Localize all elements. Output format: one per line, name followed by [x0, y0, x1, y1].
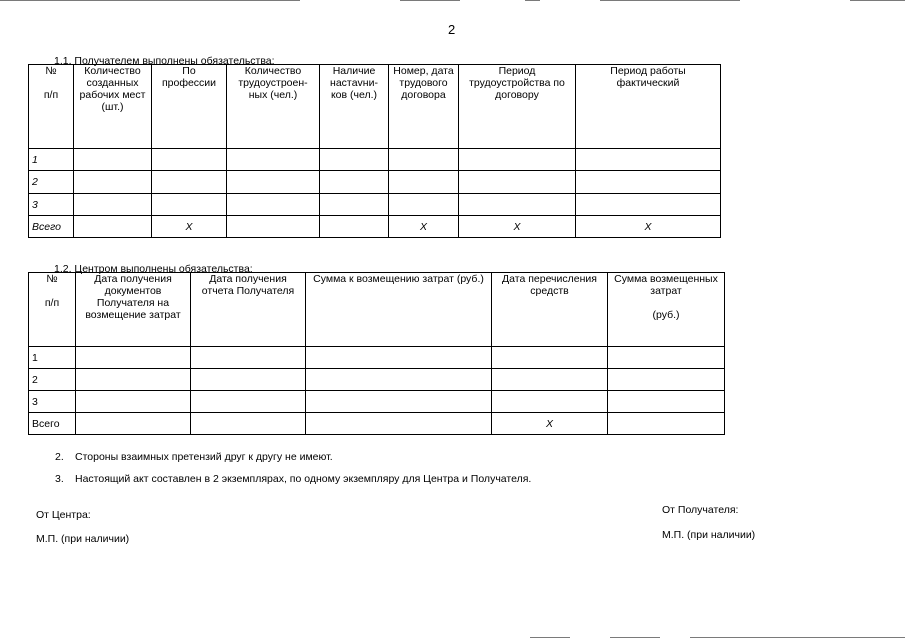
center-stamp-label: М.П. (при наличии) — [36, 533, 130, 545]
table-cell — [74, 171, 152, 194]
scan-edge-line — [690, 637, 905, 638]
section1-title: 1.1. Получателем выполнены обязательства: — [54, 55, 275, 67]
table-header-row — [29, 273, 725, 347]
table-cell — [152, 194, 227, 216]
table-cell: Всего — [29, 413, 76, 435]
center-signature-label: От Центра: — [36, 509, 91, 521]
table-cell — [76, 347, 191, 369]
column-header: Наличие настavни-ков (чел.) — [320, 65, 389, 149]
table-cell: X — [152, 216, 227, 238]
table-cell — [492, 391, 608, 413]
table-cell — [320, 216, 389, 238]
table-cell — [608, 413, 725, 435]
table-row — [29, 369, 725, 391]
table-cell: X — [459, 216, 576, 238]
table-cell — [306, 369, 492, 391]
table-cell — [608, 369, 725, 391]
table-row — [29, 413, 725, 435]
column-header: Период трудоустройства по договору — [459, 65, 576, 149]
table-header-row — [29, 65, 721, 149]
table-cell — [459, 171, 576, 194]
table-cell: X — [389, 216, 459, 238]
table-cell — [608, 347, 725, 369]
table-cell — [227, 171, 320, 194]
clause-2 — [55, 451, 333, 463]
table-cell — [459, 194, 576, 216]
table-cell — [492, 369, 608, 391]
scan-edge-line — [530, 637, 570, 638]
scan-edge-line — [525, 0, 540, 1]
table-cell — [389, 194, 459, 216]
table-cell — [306, 347, 492, 369]
table-cell — [320, 149, 389, 171]
table-cell: 1 — [29, 347, 76, 369]
table-row — [29, 347, 725, 369]
column-header: Сумма возмещенных затрат (руб.) — [608, 273, 725, 347]
column-header: По профессии — [152, 65, 227, 149]
table-cell — [389, 149, 459, 171]
clause-number: 2. — [55, 451, 64, 463]
table-cell — [227, 216, 320, 238]
table-cell: 3 — [29, 194, 74, 216]
table-cell — [576, 149, 721, 171]
column-header: Номер, дата трудового договора — [389, 65, 459, 149]
table-cell: 2 — [29, 369, 76, 391]
table-cell — [389, 171, 459, 194]
table-cell — [191, 413, 306, 435]
table-cell — [459, 149, 576, 171]
table-cell — [191, 347, 306, 369]
recipient-stamp-label: М.П. (при наличии) — [662, 529, 756, 541]
column-header: Количество трудоустроен-ных (чел.) — [227, 65, 320, 149]
table-cell: 3 — [29, 391, 76, 413]
page-number: 2 — [448, 22, 456, 37]
recipient-obligations-table — [28, 64, 721, 238]
table-cell — [76, 413, 191, 435]
table-cell: 2 — [29, 171, 74, 194]
clause-text: Стороны взаимных претензий друг к другу не имеют. — [75, 451, 333, 463]
table-row — [29, 149, 721, 171]
column-header: Дата перечисления средств — [492, 273, 608, 347]
table-cell — [74, 149, 152, 171]
table-cell: X — [576, 216, 721, 238]
scan-edge-line — [0, 0, 300, 1]
table-cell — [191, 391, 306, 413]
table-cell — [191, 369, 306, 391]
recipient-signature-label: От Получателя: — [662, 504, 739, 516]
table-cell: X — [492, 413, 608, 435]
table-cell — [74, 194, 152, 216]
table-cell — [152, 171, 227, 194]
scan-edge-line — [400, 0, 460, 1]
column-header: Количество созданных рабочих мест (шт.) — [74, 65, 152, 149]
column-header: № п/п — [29, 65, 74, 149]
clause-3 — [55, 473, 531, 485]
center-obligations-table — [28, 272, 725, 435]
table-cell — [320, 194, 389, 216]
table-row — [29, 216, 721, 238]
table-cell — [576, 171, 721, 194]
table-cell — [227, 149, 320, 171]
section2-title: 1.2. Центром выполнены обязательства: — [54, 263, 253, 275]
table-row — [29, 194, 721, 216]
table-cell — [152, 149, 227, 171]
clause-text: Настоящий акт составлен в 2 экземплярах, по одному экземпляру для Центра и Получателя. — [75, 473, 532, 485]
table-cell — [608, 391, 725, 413]
table-cell — [306, 413, 492, 435]
table-cell — [76, 391, 191, 413]
table-cell: 1 — [29, 149, 74, 171]
column-header: № п/п — [29, 273, 76, 347]
column-header: Сумма к возмещению затрат (руб.) — [306, 273, 492, 347]
column-header: Дата получения отчета Получателя — [191, 273, 306, 347]
table-cell: Всего — [29, 216, 74, 238]
table-cell — [227, 194, 320, 216]
clause-number: 3. — [55, 473, 64, 485]
table-cell — [320, 171, 389, 194]
table-cell — [492, 347, 608, 369]
scan-edge-line — [850, 0, 905, 1]
table-cell — [76, 369, 191, 391]
scan-edge-line — [610, 637, 660, 638]
table-row — [29, 391, 725, 413]
table-cell — [74, 216, 152, 238]
table-row — [29, 171, 721, 194]
table-cell — [306, 391, 492, 413]
column-header: Дата получения документов Получателя на возмещение затрат — [76, 273, 191, 347]
scan-edge-line — [600, 0, 740, 1]
table-cell — [576, 194, 721, 216]
column-header: Период работы фактический — [576, 65, 721, 149]
